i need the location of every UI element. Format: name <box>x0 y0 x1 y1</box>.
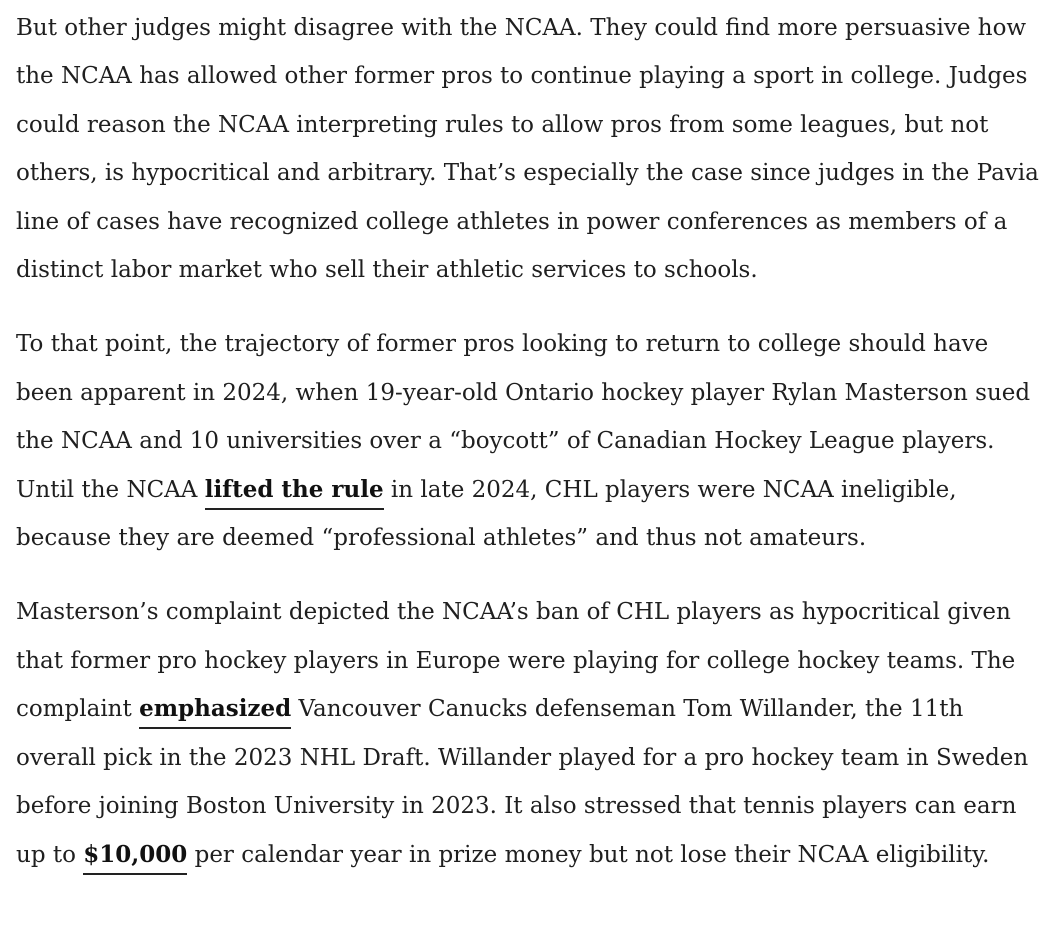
paragraph-3 <box>16 588 1048 878</box>
lifted-the-rule-link[interactable]: lifted the rule <box>205 476 384 510</box>
paragraph-3-text-before: Masterson’s complaint depicted the NCAA’s ban of CHL players as hypocritical given that former pro hockey players in Europe were playing for college hockey teams. The complaint <box>16 599 1016 723</box>
emphasized-link[interactable]: emphasized <box>139 695 291 729</box>
article-body <box>16 4 1048 905</box>
paragraph-3-text-after: per calendar year in prize money but not lose their NCAA eligibility. <box>187 841 990 868</box>
paragraph-2-text-before: To that point, the trajectory of former pros looking to return to college should have been apparent in 2024, when 19-year-old Ontario hockey player Rylan Masterson sued the NCAA and 10 universities over a “boycott” of Canadian Hockey League players. Until the NCAA <box>16 331 1031 503</box>
paragraph-1: But other judges might disagree with the NCAA. They could find more persuasive how the NCAA has allowed other former pros to continue playing a sport in college. Judges could reason the NCAA interpreting rules to allow pros from some leagues, but not others, is hypocritical and arbitrary. That’s especially the case since judges in the Pavia line of cases have recognized college athletes in power conferences as members of a distinct labor market who sell their athletic services to schools. <box>16 15 1039 284</box>
paragraph-2-text-after: in late 2024, CHL players were NCAA ineligible, because they are deemed “professional athletes” and thus not amateurs. <box>16 476 957 552</box>
paragraph-3-text-middle: Vancouver Canucks defenseman Tom Willander, the 11th overall pick in the 2023 NHL Draft. Willander played for a pro hockey team in Sweden before joining Boston University in 2023. It also stressed that tennis players can earn up to <box>16 696 1029 868</box>
prize-money-link[interactable]: $10,000 <box>83 841 187 875</box>
paragraph-2 <box>16 320 1048 562</box>
